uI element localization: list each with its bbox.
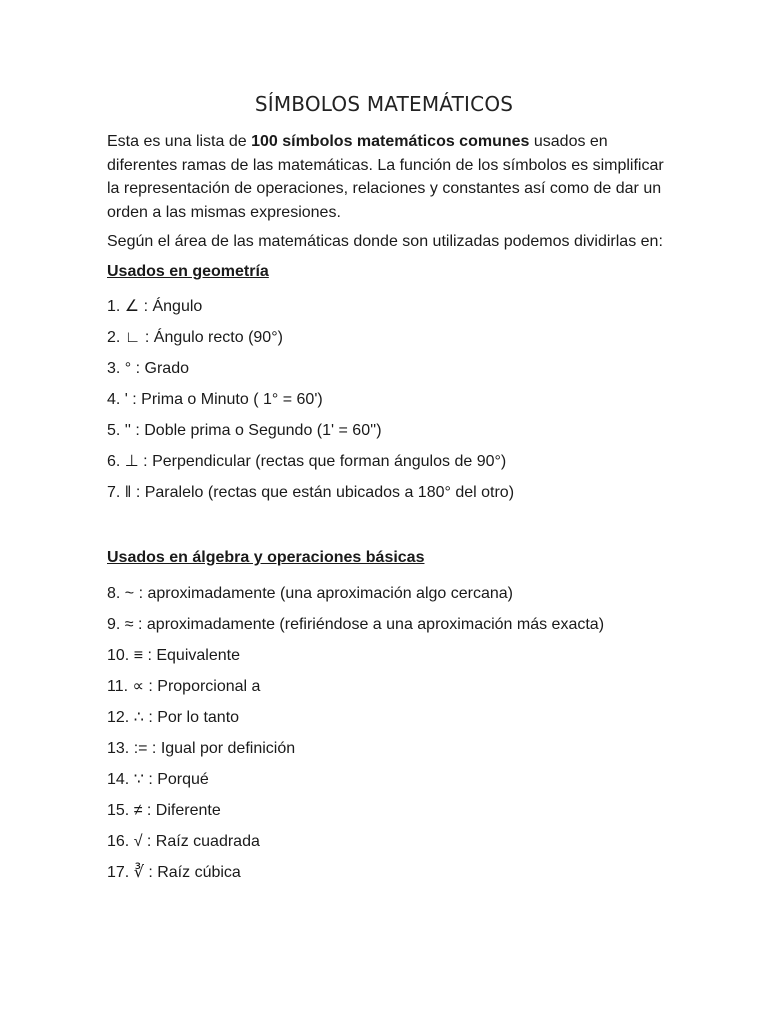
list-item: 9. ≈ : aproximadamente (refiriéndose a una aproximación más exacta)	[107, 615, 605, 633]
list-item: 16. √ : Raíz cuadrada	[107, 832, 260, 850]
list-item: 7. ‖ : Paralelo (rectas que están ubicados a 180° del otro)	[107, 484, 515, 501]
list-item: 3. ° : Grado	[107, 360, 189, 377]
list-item: 2. ∟ : Ángulo recto (90°)	[107, 329, 283, 346]
list-item: 1. ∠ : Ángulo	[107, 298, 203, 315]
intro-bold-text: 100 símbolos matemáticos comunes	[251, 133, 530, 150]
list-item: 17. ∛ : Raíz cúbica	[107, 863, 241, 881]
document-title: SÍMBOLOS MATEMÁTICOS	[254, 92, 514, 116]
list-item: 4. ' : Prima o Minuto ( 1° = 60')	[107, 391, 323, 408]
intro-paragraph-2: Según el área de las matemáticas donde son utilizadas podemos dividirlas en:	[107, 233, 663, 250]
section-heading-algebra: Usados en álgebra y operaciones básicas	[107, 549, 425, 566]
intro-text-end: usados en diferentes ramas de las matemáticas. La función de los símbolos es simplificar la representación de operaciones, relaciones y constantes así como de dar un orden a las mismas expresiones.	[107, 133, 664, 221]
section-heading-geometry: Usados en geometría	[107, 262, 269, 280]
intro-text-start: Esta es una lista de	[107, 133, 252, 150]
list-item: 14. ∵ : Porqué	[107, 770, 209, 788]
list-item: 13. := : Igual por definición	[107, 739, 296, 757]
list-item: 15. ≠ : Diferente	[107, 801, 221, 819]
list-item: 8. ~ : aproximadamente (una aproximación algo cercana)	[107, 584, 513, 602]
document-body	[107, 130, 667, 888]
list-item: 10. ≡ : Equivalente	[107, 646, 240, 664]
list-item: 6. ⊥ : Perpendicular (rectas que forman ángulos de 90°)	[107, 453, 507, 470]
list-item: 11. ∝ : Proporcional a	[107, 677, 261, 695]
list-item: 5. '' : Doble prima o Segundo (1' = 60'')	[107, 422, 382, 439]
section-spacer	[107, 508, 667, 544]
intro-paragraph	[107, 130, 667, 224]
list-item: 12. ∴ : Por lo tanto	[107, 708, 240, 726]
